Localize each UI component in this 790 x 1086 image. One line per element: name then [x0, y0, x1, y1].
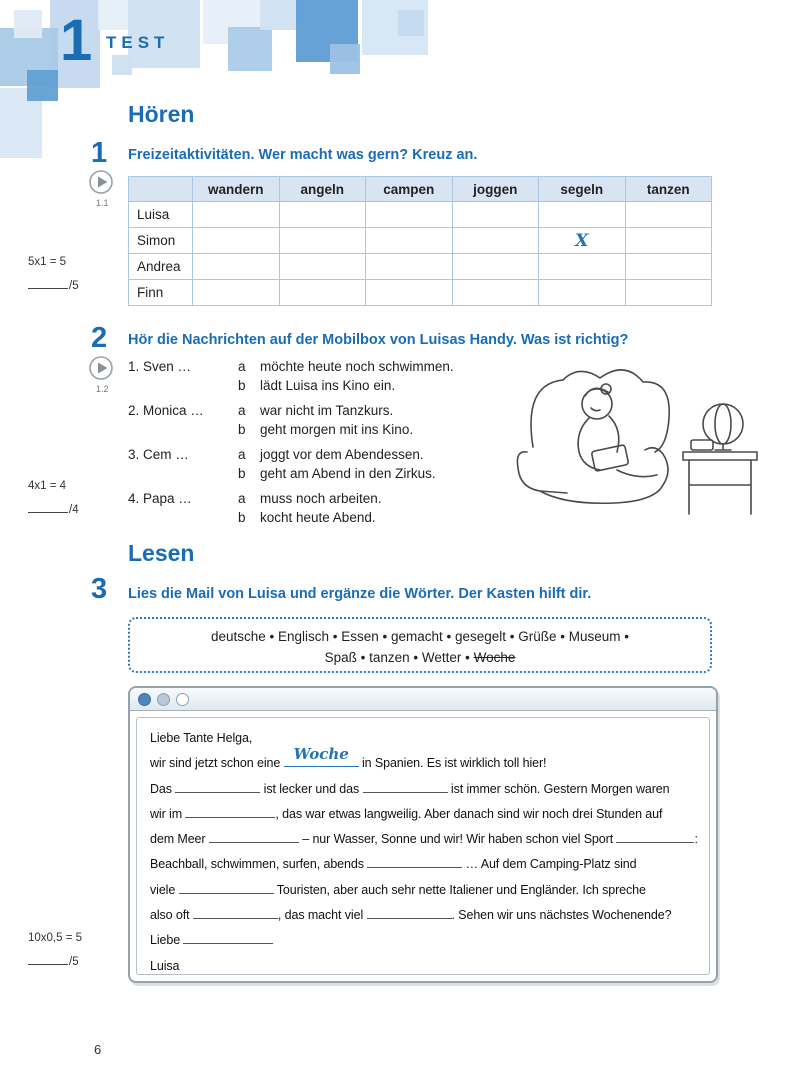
score-field	[28, 502, 79, 516]
option-letter: b	[238, 466, 246, 481]
answer-cell	[452, 202, 539, 228]
fill-in-blank	[616, 830, 694, 843]
email-text: wir sind jetzt schon eine	[150, 756, 284, 771]
header-decoration	[0, 0, 790, 170]
answer-cell	[366, 280, 453, 306]
unit-number: 1	[60, 8, 93, 73]
email-window	[128, 686, 718, 983]
question-options	[238, 489, 382, 527]
score-blank-line	[28, 502, 68, 513]
email-text: viele	[150, 882, 179, 897]
section-heading-lesen: Lesen	[128, 540, 195, 566]
answer-cell	[279, 280, 366, 306]
check-mark: X	[575, 230, 589, 251]
email-line	[150, 777, 696, 802]
answer-cell	[625, 280, 712, 306]
email-line	[150, 726, 696, 751]
email-text: Liebe Tante Helga,	[150, 731, 253, 745]
option-letter: a	[238, 491, 246, 506]
answer-cell	[452, 228, 539, 254]
fill-in-blank	[363, 780, 448, 793]
question-item	[128, 401, 523, 439]
answer-cell	[539, 202, 626, 228]
email-text: , das war etwas langweilig. Aber danach sind wir noch drei Stunden auf	[275, 806, 663, 821]
window-button-icon	[176, 693, 189, 706]
audio-play-icon	[88, 169, 114, 200]
email-text: dem Meer	[150, 832, 209, 847]
email-text: also oft	[150, 908, 193, 923]
exercise2-number: 2	[91, 322, 108, 354]
email-text: in Spanien. Es ist wirklich toll hier!	[358, 756, 547, 771]
email-line	[150, 878, 696, 903]
table-row	[129, 228, 712, 254]
email-line	[150, 852, 696, 877]
answer-cell	[452, 254, 539, 280]
fill-in-blank	[193, 906, 278, 919]
fill-in-blank	[284, 745, 359, 767]
option-text: joggt vor dem Abendessen.	[260, 447, 424, 462]
score-formula: 10x0,5 = 5	[28, 932, 83, 944]
option-text: möchte heute noch schwimmen.	[260, 359, 454, 374]
column-header-wandern: wandern	[193, 177, 280, 202]
score-blank-line	[28, 954, 68, 965]
option-letter: b	[238, 422, 246, 437]
option-text: kocht heute Abend.	[260, 510, 376, 525]
answer-cell	[366, 254, 453, 280]
fill-in-blank	[183, 931, 273, 944]
answer-cell	[279, 202, 366, 228]
option-row	[238, 376, 454, 395]
email-text: ist lecker und das	[260, 781, 363, 796]
table-row	[129, 280, 712, 306]
option-row	[238, 489, 382, 508]
option-row	[238, 357, 454, 376]
answer-cell	[366, 202, 453, 228]
answer-cell	[279, 228, 366, 254]
answer-cell	[193, 202, 280, 228]
question-name: 4. Papa …	[128, 491, 192, 506]
score-denominator: /5	[69, 280, 79, 292]
question-options	[238, 445, 436, 483]
email-text: Beachball, schwimmen, surfen, abends	[150, 857, 368, 872]
option-letter: a	[238, 447, 246, 462]
option-row	[238, 401, 413, 420]
option-letter: b	[238, 378, 246, 393]
answer-cell	[366, 228, 453, 254]
word-bank-box	[128, 617, 712, 673]
email-text: Das	[150, 781, 176, 796]
email-text: wir im	[150, 806, 186, 821]
question-name: 1. Sven …	[128, 359, 192, 374]
row-label: Finn	[129, 280, 193, 306]
email-text: Liebe	[150, 933, 184, 948]
answer-cell	[193, 254, 280, 280]
email-text: Touristen, aber auch sehr nette Italiener und Engländer. Ich spreche	[273, 882, 646, 897]
score-formula: 4x1 = 4	[28, 480, 67, 492]
email-window-titlebar	[130, 688, 716, 711]
email-text: Luisa	[150, 958, 180, 973]
answer-cell	[279, 254, 366, 280]
answer-cell	[625, 228, 712, 254]
email-text: … Auf dem Camping-Platz sind	[462, 857, 637, 872]
row-label: Andrea	[129, 254, 193, 280]
struck-word: Woche	[473, 650, 516, 665]
answer-cell	[625, 202, 712, 228]
question-name: 3. Cem …	[128, 447, 189, 462]
table-row	[129, 202, 712, 228]
answer-cell	[625, 254, 712, 280]
answer-cell	[452, 280, 539, 306]
option-letter: a	[238, 359, 246, 374]
option-text: geht morgen mit ins Kino.	[260, 422, 414, 437]
question-options	[238, 357, 454, 395]
word-bank-line1: deutsche • Englisch • Essen • gemacht • gesegelt • Grüße • Museum •	[210, 629, 630, 644]
column-header-angeln: angeln	[279, 177, 366, 202]
exercise1-instruction: Freizeitaktivitäten. Wer macht was gern? Kreuz an.	[128, 147, 478, 163]
score-blank-line	[28, 278, 68, 289]
email-line	[150, 928, 696, 953]
email-text: :	[694, 832, 698, 847]
listening-illustration	[505, 352, 765, 537]
decor-square	[260, 0, 298, 30]
email-line	[150, 827, 696, 852]
audio-play-icon	[88, 355, 114, 386]
decor-square	[330, 44, 360, 74]
score-field	[28, 954, 79, 968]
decor-square	[228, 27, 272, 71]
option-letter: a	[238, 403, 246, 418]
question-item	[128, 357, 523, 395]
row-label: Luisa	[129, 202, 193, 228]
table-header-row	[129, 177, 712, 202]
fill-in-blank	[179, 881, 274, 894]
window-button-icon	[157, 693, 170, 706]
column-header-joggen: joggen	[452, 177, 539, 202]
option-row	[238, 420, 413, 439]
decor-square	[27, 70, 58, 101]
column-header-tanzen: tanzen	[625, 177, 712, 202]
email-line	[150, 954, 696, 975]
question-item	[128, 489, 523, 527]
email-body	[136, 717, 710, 975]
audio-track-number: 1.2	[96, 384, 109, 394]
email-text: . Sehen wir uns nächstes Wochenende?	[451, 908, 672, 923]
page-number: 6	[94, 1042, 102, 1057]
fill-in-blank	[367, 855, 462, 868]
exercise3-instruction: Lies die Mail von Luisa und ergänze die Wörter. Der Kasten hilft dir.	[128, 586, 592, 602]
fill-in-blank	[367, 906, 452, 919]
option-text: war nicht im Tanzkurs.	[260, 403, 394, 418]
option-row	[238, 464, 436, 483]
email-line	[150, 802, 696, 827]
email-line	[150, 903, 696, 928]
email-line	[150, 745, 696, 776]
activities-table	[128, 176, 712, 306]
option-row	[238, 508, 382, 527]
row-label: Simon	[129, 228, 193, 254]
email-text: , das macht viel	[277, 908, 367, 923]
question-list	[128, 357, 523, 533]
table-row	[129, 254, 712, 280]
column-header-empty	[129, 177, 193, 202]
score-denominator: /4	[69, 504, 79, 516]
answer-cell	[193, 280, 280, 306]
option-text: lädt Luisa ins Kino ein.	[260, 378, 396, 393]
word-bank-line2	[130, 647, 710, 668]
exercise1-number: 1	[91, 137, 108, 169]
section-heading-hoeren: Hören	[128, 101, 195, 127]
option-row	[238, 445, 436, 464]
answer-cell	[539, 228, 626, 254]
answer-cell	[539, 254, 626, 280]
exercise2-instruction: Hör die Nachrichten auf der Mobilbox von Luisas Handy. Was ist richtig?	[128, 332, 629, 348]
window-button-icon	[138, 693, 151, 706]
answer-cell	[539, 280, 626, 306]
exercise3-number: 3	[91, 573, 108, 605]
email-text: – nur Wasser, Sonne und wir! Wir haben schon viel Sport	[298, 832, 617, 847]
option-text: geht am Abend in den Zirkus.	[260, 466, 436, 481]
handwritten-answer: Woche	[293, 745, 349, 763]
answer-cell	[193, 228, 280, 254]
column-header-segeln: segeln	[539, 177, 626, 202]
option-text: muss noch arbeiten.	[260, 491, 382, 506]
decor-square	[14, 10, 42, 38]
fill-in-blank	[175, 780, 260, 793]
audio-track-number: 1.1	[96, 198, 109, 208]
score-denominator: /5	[69, 956, 79, 968]
unit-label: TEST	[106, 33, 170, 52]
question-options	[238, 401, 413, 439]
fill-in-blank	[185, 805, 275, 818]
option-letter: b	[238, 510, 246, 525]
question-name: 2. Monica …	[128, 403, 204, 418]
word-bank-line2-text: Spaß • tanzen • Wetter •	[324, 650, 474, 665]
fill-in-blank	[209, 830, 299, 843]
score-formula: 5x1 = 5	[28, 256, 67, 268]
decor-square	[398, 10, 424, 36]
email-text: ist immer schön. Gestern Morgen waren	[447, 781, 670, 796]
column-header-campen: campen	[366, 177, 453, 202]
score-field	[28, 278, 79, 292]
question-item	[128, 445, 523, 483]
decor-square	[112, 55, 132, 75]
